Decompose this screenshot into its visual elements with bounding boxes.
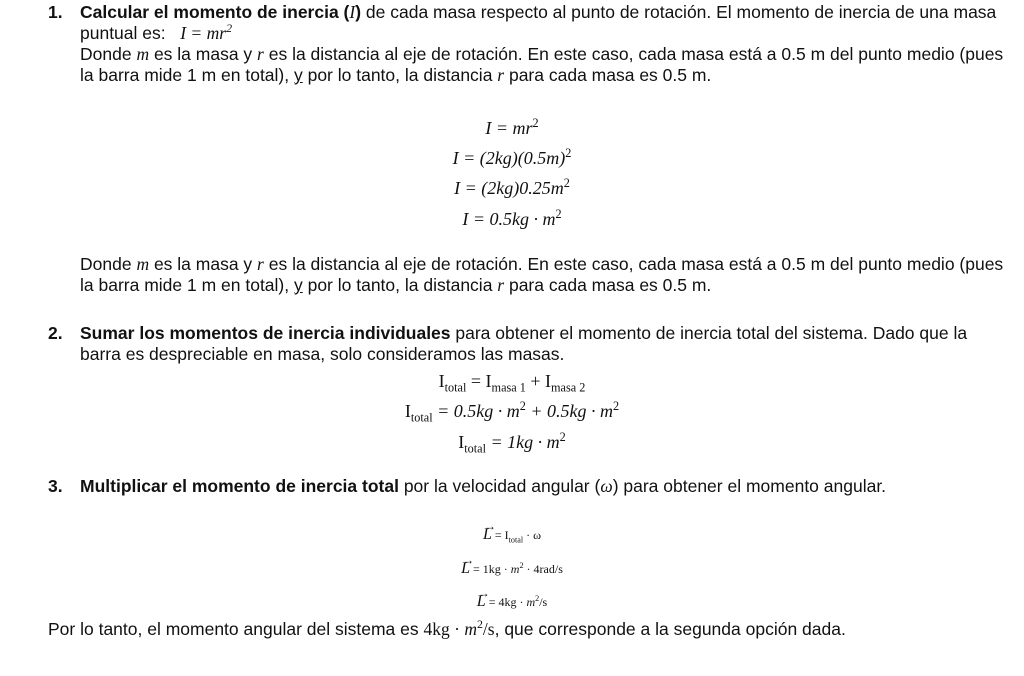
step-2-body bbox=[80, 323, 1008, 365]
vector-L: → L bbox=[461, 561, 470, 577]
explanation-paragraph-repeat: Donde m es la masa y r es la distancia al eje de rotación. En este caso, cada masa está a 0.5 m del punto medio (pues la barra mide 1 m en total), y por lo tanto, la distancia r para cada masa es 0.5 m. bbox=[80, 254, 1004, 295]
step-1-number: 1. bbox=[48, 2, 63, 22]
conclusion-value: $4kg \cdot m^2/s$ bbox=[423, 617, 495, 639]
step-3-number: 3. bbox=[48, 476, 63, 496]
vector-L: → L bbox=[483, 527, 492, 543]
step-1-text: de cada masa respecto al punto de rotación. El momento de inercia de una masa puntual es: bbox=[80, 2, 997, 43]
step-3-body: Multiplicar el momento de inercia total por la velocidad angular (ω) para obtener el momento angular. bbox=[80, 476, 887, 496]
equation-inertia-result: $I = 0.5kg \cdot m^2$ bbox=[462, 207, 562, 229]
equation-inertia-general: $I = mr^2$ bbox=[485, 116, 539, 138]
equation-inertia-substituted: $I = (2kg)(0.5m)^2$ bbox=[452, 146, 572, 168]
equation-total-sum: $I_{total} = I_{masa 1} + I_{masa 2}$ bbox=[438, 371, 586, 395]
equation-angular-values: → $L = 1kg \cdot m^2 \cdot 4rad/s$ bbox=[0, 561, 1024, 577]
step-2-text: para obtener el momento de inercia total del sistema. Dado que la barra es despreciable en masa, solo consideramos las masas. bbox=[80, 323, 968, 364]
step-3 bbox=[48, 476, 1008, 497]
equation-angular-result: → $L = 4kg \cdot m^2/s$ bbox=[0, 594, 1024, 610]
step-1-body bbox=[80, 2, 1008, 86]
step-2-number: 2. bbox=[48, 323, 63, 343]
vector-L: → L bbox=[477, 594, 486, 610]
conclusion-paragraph: Por lo tanto, el momento angular del sistema es $4kg \cdot m^2/s$, que corresponde a la segunda opción dada. bbox=[48, 617, 846, 639]
step-2 bbox=[48, 323, 1008, 365]
step-1-inline-formula: $I = mr^2$ bbox=[180, 21, 233, 43]
step-3-heading: Multiplicar el momento de inercia total bbox=[80, 476, 399, 496]
omega-symbol: ω bbox=[600, 476, 613, 496]
equation-inertia-squared: $I = (2kg)0.25m^2$ bbox=[454, 176, 570, 198]
step-1-heading: Calcular el momento de inercia (I) bbox=[80, 2, 362, 22]
equation-total-result: $I_{total} = 1kg \cdot m^2$ bbox=[458, 430, 566, 456]
equation-angular-general: → $L = I_{total} \cdot \omega$ bbox=[0, 527, 1024, 543]
equation-total-values: $I_{total} = 0.5kg \cdot m^2 + 0.5kg \cdot m^2$ bbox=[404, 399, 620, 425]
step-1 bbox=[48, 2, 1008, 86]
step-2-heading: Sumar los momentos de inercia individuales bbox=[80, 323, 451, 343]
step-1-explanation: Donde m es la masa y r es la distancia al eje de rotación. En este caso, cada masa está a 0.5 m del punto medio (pues la barra mide 1 m en total), y por lo tanto, la distancia r para cada masa es 0.5 m. bbox=[80, 44, 1004, 85]
